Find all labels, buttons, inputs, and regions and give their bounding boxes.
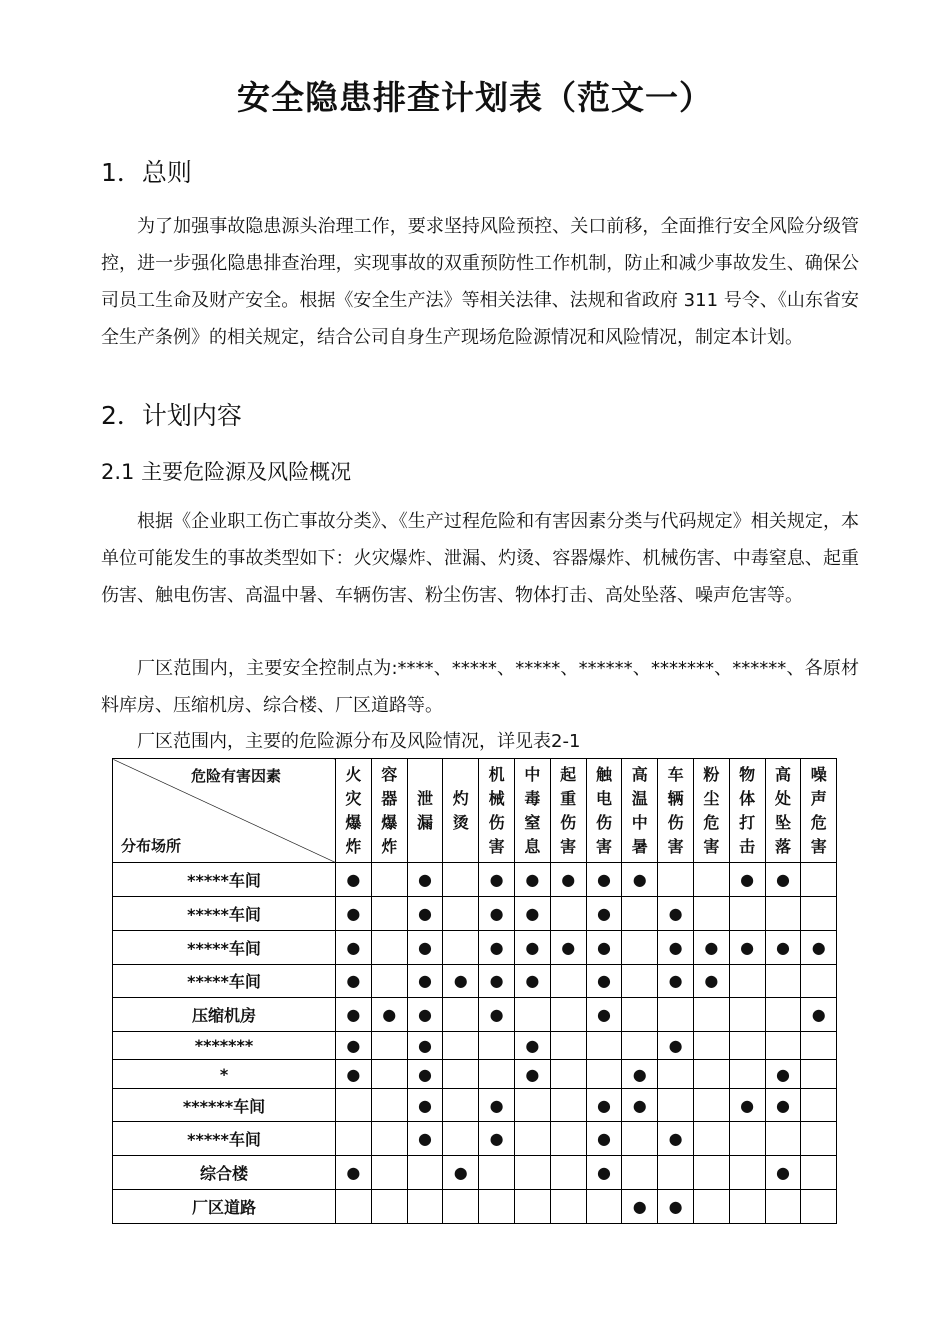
hazard-column-header [371, 759, 407, 863]
hazard-mark-cell: ● [407, 863, 443, 897]
empty-cell [407, 1156, 443, 1190]
hazard-label: 粉尘危害 [703, 764, 720, 856]
hazard-mark-cell: ● [658, 1122, 694, 1156]
hazard-column-header [765, 759, 801, 863]
empty-cell [407, 1190, 443, 1224]
hazard-mark-cell: ● [371, 998, 407, 1032]
hazard-mark-cell: ● [443, 964, 479, 998]
empty-cell [550, 1060, 586, 1088]
empty-cell [443, 1088, 479, 1122]
hazard-label: 泄漏 [416, 788, 433, 832]
empty-cell [371, 1122, 407, 1156]
table-row [113, 1032, 837, 1060]
hazard-column-header [801, 759, 837, 863]
table-row [113, 896, 837, 930]
empty-cell [622, 998, 658, 1032]
hazard-mark-cell: ● [336, 930, 372, 964]
table-intro-paragraph: 厂区范围内，主要的危险源分布及风险情况，详见表2-1 [137, 731, 581, 752]
hazard-mark-cell: ● [514, 863, 550, 897]
empty-cell [729, 998, 765, 1032]
hazard-label: 车辆伤害 [667, 764, 684, 856]
hazard-types-paragraph: 根据《企业职工伤亡事故分类》、《生产过程危险和有害因素分类与代码规定》相关规定，本单位可能发生的事故类型如下：火灾爆炸、泄漏、灼烫、容器爆炸、机械伤害、中毒窒息、起重伤害、触电伤害、高温中暑、车辆伤害、粉尘伤害、物体打击、高处坠落、噪声危害等。 [101, 511, 859, 606]
hazard-column-header [550, 759, 586, 863]
empty-cell [550, 1122, 586, 1156]
hazard-mark-cell: ● [586, 1122, 622, 1156]
hazard-mark-cell: ● [407, 1060, 443, 1088]
corner-place-label: 分布场所 [121, 837, 182, 855]
empty-cell [622, 964, 658, 998]
empty-cell [586, 1032, 622, 1060]
empty-cell [622, 1122, 658, 1156]
empty-cell [443, 1060, 479, 1088]
hazard-column-header [658, 759, 694, 863]
empty-cell [550, 1156, 586, 1190]
empty-cell [765, 1032, 801, 1060]
hazard-mark-cell: ● [336, 1032, 372, 1060]
hazard-label: 火灾爆炸 [345, 764, 362, 856]
place-cell: ******车间 [113, 1088, 336, 1122]
empty-cell [371, 1060, 407, 1088]
empty-cell [693, 1032, 729, 1060]
empty-cell [479, 1190, 515, 1224]
empty-cell [586, 1190, 622, 1224]
hazard-mark-cell: ● [336, 896, 372, 930]
table-row [113, 964, 837, 998]
empty-cell [693, 1088, 729, 1122]
hazard-label: 机械伤害 [488, 764, 505, 856]
empty-cell [622, 1032, 658, 1060]
hazard-mark-cell: ● [479, 998, 515, 1032]
hazard-mark-cell: ● [586, 964, 622, 998]
table-row [113, 863, 837, 897]
hazard-mark-cell: ● [514, 1032, 550, 1060]
section-1-paragraph: 为了加强事故隐患源头治理工作，要求坚持风险预控、关口前移，全面推行安全风险分级管控，进一步强化隐患排查治理，实现事故的双重预防性工作机制，防止和减少事故发生、确保公司员工生命及财产安全。根据《安全生产法》等相关法律、法规和省政府 311 号令、《山东省安全生产条例》的相关规定，结合公司自身生产现场危险源情况和风险情况，制定本计划。 [101, 216, 859, 348]
empty-cell [586, 1060, 622, 1088]
empty-cell [693, 896, 729, 930]
hazard-mark-cell: ● [765, 863, 801, 897]
hazard-mark-cell: ● [407, 998, 443, 1032]
hazard-column-header [586, 759, 622, 863]
empty-cell [658, 863, 694, 897]
empty-cell [729, 896, 765, 930]
hazard-mark-cell: ● [550, 930, 586, 964]
hazard-column-header [336, 759, 372, 863]
empty-cell [371, 930, 407, 964]
place-cell: *****车间 [113, 964, 336, 998]
empty-cell [765, 896, 801, 930]
empty-cell [479, 1060, 515, 1088]
place-cell: 综合楼 [113, 1156, 336, 1190]
table-row [113, 1156, 837, 1190]
empty-cell [622, 1156, 658, 1190]
hazard-mark-cell: ● [658, 896, 694, 930]
place-cell: 厂区道路 [113, 1190, 336, 1224]
hazard-mark-cell: ● [479, 1088, 515, 1122]
hazard-mark-cell: ● [658, 1190, 694, 1224]
empty-cell [693, 1156, 729, 1190]
hazard-mark-cell: ● [622, 1060, 658, 1088]
hazard-label: 灼烫 [452, 788, 469, 832]
empty-cell [550, 998, 586, 1032]
control-points-paragraph: 厂区范围内，主要安全控制点为:****、*****、*****、******、*******、******、各原材料库房、压缩机房、综合楼、厂区道路等。 [101, 658, 859, 716]
empty-cell [371, 1088, 407, 1122]
hazard-mark-cell: ● [801, 998, 837, 1032]
hazard-mark-cell: ● [550, 863, 586, 897]
empty-cell [765, 1122, 801, 1156]
empty-cell [622, 930, 658, 964]
hazard-mark-cell: ● [586, 896, 622, 930]
hazard-mark-cell: ● [658, 964, 694, 998]
empty-cell [479, 1032, 515, 1060]
empty-cell [801, 1088, 837, 1122]
hazard-label: 物体打击 [739, 764, 756, 856]
hazard-mark-cell: ● [407, 964, 443, 998]
empty-cell [514, 1190, 550, 1224]
corner-hazard-label: 危险有害因素 [190, 767, 281, 785]
hazard-mark-cell: ● [479, 1122, 515, 1156]
empty-cell [658, 1156, 694, 1190]
empty-cell [550, 1032, 586, 1060]
place-cell: 压缩机房 [113, 998, 336, 1032]
hazard-mark-cell: ● [336, 964, 372, 998]
hazard-column-header [514, 759, 550, 863]
hazard-mark-cell: ● [622, 863, 658, 897]
hazard-mark-cell: ● [658, 1032, 694, 1060]
empty-cell [479, 1156, 515, 1190]
empty-cell [336, 1190, 372, 1224]
hazard-mark-cell: ● [514, 930, 550, 964]
hazard-mark-cell: ● [693, 964, 729, 998]
table-row [113, 930, 837, 964]
hazard-label: 触电伤害 [595, 764, 612, 856]
empty-cell [765, 1190, 801, 1224]
empty-cell [801, 964, 837, 998]
empty-cell [371, 1156, 407, 1190]
hazard-mark-cell: ● [586, 1156, 622, 1190]
hazard-mark-cell: ● [479, 863, 515, 897]
table-row [113, 1122, 837, 1156]
empty-cell [658, 1060, 694, 1088]
hazard-mark-cell: ● [658, 930, 694, 964]
section-2-heading: 2．计划内容 [101, 401, 242, 430]
hazard-mark-cell: ● [693, 930, 729, 964]
empty-cell [443, 1122, 479, 1156]
empty-cell [443, 1190, 479, 1224]
hazard-mark-cell: ● [407, 896, 443, 930]
hazard-mark-cell: ● [586, 1088, 622, 1122]
empty-cell [693, 998, 729, 1032]
place-cell: *****车间 [113, 930, 336, 964]
section-1-heading: 1．总则 [101, 158, 192, 187]
table-row [113, 1088, 837, 1122]
table-header-row [113, 759, 837, 863]
empty-cell [336, 1122, 372, 1156]
empty-cell [622, 896, 658, 930]
empty-cell [729, 1122, 765, 1156]
empty-cell [550, 964, 586, 998]
empty-cell [729, 1156, 765, 1190]
hazard-mark-cell: ● [336, 998, 372, 1032]
hazard-column-header [443, 759, 479, 863]
hazard-column-header [622, 759, 658, 863]
hazard-mark-cell: ● [336, 863, 372, 897]
hazard-mark-cell: ● [765, 1088, 801, 1122]
hazard-mark-cell: ● [407, 930, 443, 964]
empty-cell [765, 998, 801, 1032]
table-row [113, 998, 837, 1032]
table-row [113, 1190, 837, 1224]
hazard-label: 高温中暑 [631, 764, 648, 856]
empty-cell [550, 896, 586, 930]
hazard-column-header [729, 759, 765, 863]
empty-cell [443, 896, 479, 930]
hazard-mark-cell: ● [765, 1156, 801, 1190]
hazard-mark-cell: ● [479, 896, 515, 930]
hazard-mark-cell: ● [801, 930, 837, 964]
empty-cell [801, 896, 837, 930]
hazard-mark-cell: ● [336, 1156, 372, 1190]
empty-cell [371, 863, 407, 897]
empty-cell [801, 863, 837, 897]
empty-cell [693, 1122, 729, 1156]
empty-cell [336, 1088, 372, 1122]
empty-cell [693, 863, 729, 897]
place-cell: *****车间 [113, 896, 336, 930]
page-title: 安全隐患排查计划表（范文一） [237, 78, 713, 117]
hazard-mark-cell: ● [407, 1088, 443, 1122]
place-cell: * [113, 1060, 336, 1088]
hazard-label: 中毒窒息 [524, 764, 541, 856]
hazard-mark-cell: ● [336, 1060, 372, 1088]
empty-cell [693, 1190, 729, 1224]
empty-cell [801, 1060, 837, 1088]
section-2-1-heading: 2.1 主要危险源及风险概况 [101, 460, 352, 484]
empty-cell [371, 896, 407, 930]
hazard-mark-cell: ● [514, 964, 550, 998]
hazard-column-header [407, 759, 443, 863]
empty-cell [514, 1088, 550, 1122]
empty-cell [693, 1060, 729, 1088]
empty-cell [443, 930, 479, 964]
hazard-mark-cell: ● [443, 1156, 479, 1190]
hazard-mark-cell: ● [514, 1060, 550, 1088]
hazard-label: 容器爆炸 [381, 764, 398, 856]
hazard-mark-cell: ● [407, 1032, 443, 1060]
empty-cell [801, 1122, 837, 1156]
empty-cell [371, 964, 407, 998]
empty-cell [371, 1032, 407, 1060]
hazard-mark-cell: ● [407, 1122, 443, 1156]
empty-cell [729, 1032, 765, 1060]
empty-cell [801, 1190, 837, 1224]
empty-cell [443, 998, 479, 1032]
empty-cell [514, 1156, 550, 1190]
empty-cell [443, 863, 479, 897]
hazard-column-header [479, 759, 515, 863]
empty-cell [550, 1190, 586, 1224]
table-row [113, 1060, 837, 1088]
hazard-mark-cell: ● [622, 1088, 658, 1122]
empty-cell [371, 1190, 407, 1224]
empty-cell [658, 1088, 694, 1122]
empty-cell [550, 1088, 586, 1122]
hazard-mark-cell: ● [729, 930, 765, 964]
hazard-label: 高处坠落 [774, 764, 791, 856]
place-cell: ******* [113, 1032, 336, 1060]
hazard-mark-cell: ● [479, 964, 515, 998]
hazard-mark-cell: ● [729, 863, 765, 897]
place-cell: *****车间 [113, 1122, 336, 1156]
hazard-distribution-table [112, 758, 837, 1224]
empty-cell [729, 964, 765, 998]
empty-cell [443, 1032, 479, 1060]
hazard-mark-cell: ● [586, 863, 622, 897]
hazard-mark-cell: ● [729, 1088, 765, 1122]
empty-cell [514, 1122, 550, 1156]
empty-cell [801, 1156, 837, 1190]
empty-cell [765, 964, 801, 998]
hazard-mark-cell: ● [479, 930, 515, 964]
hazard-mark-cell: ● [586, 998, 622, 1032]
place-cell: *****车间 [113, 863, 336, 897]
hazard-mark-cell: ● [586, 930, 622, 964]
hazard-column-header [693, 759, 729, 863]
table-corner-cell [113, 759, 336, 863]
empty-cell [729, 1060, 765, 1088]
hazard-mark-cell: ● [514, 896, 550, 930]
hazard-label: 起重伤害 [560, 764, 577, 856]
empty-cell [514, 998, 550, 1032]
hazard-mark-cell: ● [765, 1060, 801, 1088]
hazard-label: 噪声危害 [810, 764, 827, 856]
empty-cell [801, 1032, 837, 1060]
hazard-mark-cell: ● [622, 1190, 658, 1224]
hazard-mark-cell: ● [765, 930, 801, 964]
empty-cell [658, 998, 694, 1032]
empty-cell [729, 1190, 765, 1224]
